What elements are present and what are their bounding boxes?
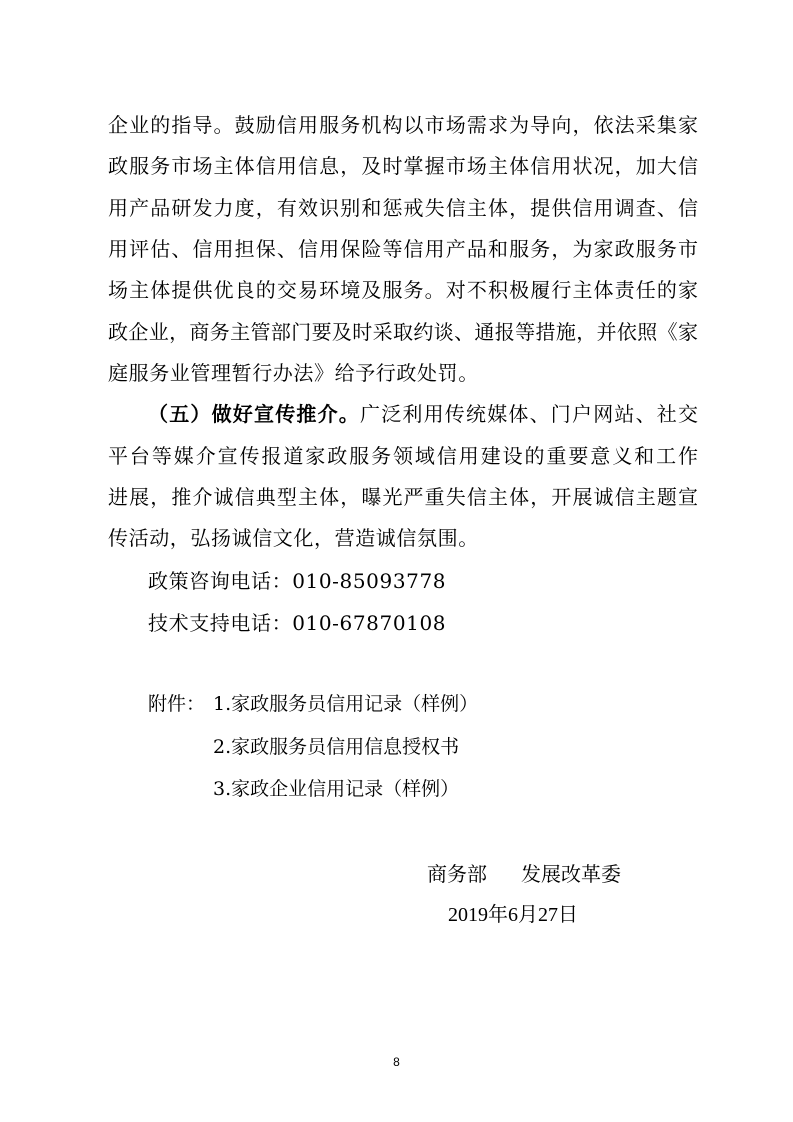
attachments-label: 附件： (148, 693, 206, 715)
paragraph-line: 用评估、信用担保、信用保险等信用产品和服务，为家政服务市 (108, 237, 698, 261)
tech-support-phone: 技术支持电话：010-67870108 (148, 611, 447, 635)
paragraph-line: 政企业，商务主管部门要及时采取约谈、通报等措施，并依照《家 (108, 320, 698, 344)
paragraph-line: 庭服务业管理暂行办法》给予行政处罚。 (108, 361, 479, 385)
section-five-text: 广泛利用传统媒体、门户网站、社交 (360, 402, 698, 426)
section-five-first-line (148, 400, 698, 428)
section-five-heading: （五）做好宣传推介。 (148, 402, 360, 426)
signing-org: 商务部 (427, 862, 487, 886)
paragraph-line: 传活动，弘扬诚信文化，营造诚信氛围。 (108, 526, 479, 550)
paragraph-line: 场主体提供优良的交易环境及服务。对不积极履行主体责任的家 (108, 278, 698, 302)
attachment-item: 3.家政企业信用记录（样例） (213, 778, 460, 800)
paragraph-line: 用产品研发力度，有效识别和惩戒失信主体，提供信用调查、信 (108, 196, 698, 220)
paragraph-line: 企业的指导。鼓励信用服务机构以市场需求为导向，依法采集家 (108, 113, 698, 137)
signing-date: 2019年6月27日 (448, 904, 578, 926)
attachment-item: 1.家政服务员信用记录（样例） (213, 693, 479, 715)
signing-org: 发展改革委 (521, 862, 621, 886)
attachment-item: 2.家政服务员信用信息授权书 (213, 736, 460, 758)
policy-phone: 政策咨询电话：010-85093778 (148, 569, 447, 593)
page-number: 8 (393, 1055, 400, 1069)
paragraph-line: 平台等媒介宣传报道家政服务领域信用建设的重要意义和工作 (108, 444, 698, 468)
paragraph-line: 政服务市场主体信用信息，及时掌握市场主体信用状况，加大信 (108, 154, 698, 178)
paragraph-line: 进展，推介诚信典型主体，曝光严重失信主体，开展诚信主题宣 (108, 485, 698, 509)
